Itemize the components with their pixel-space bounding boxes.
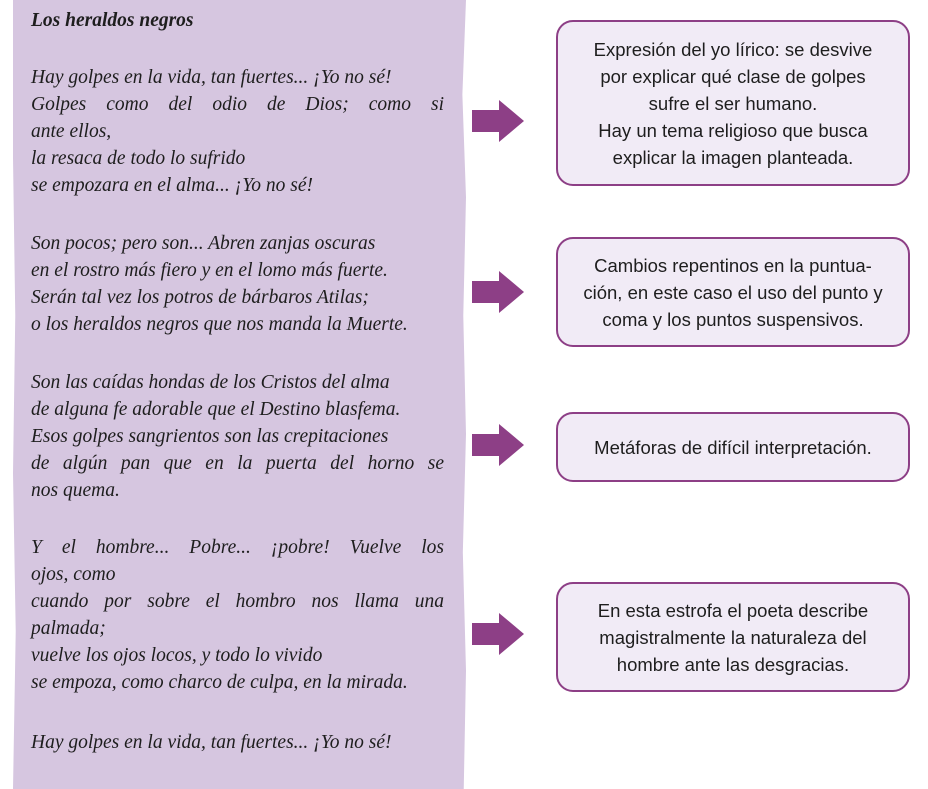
poem-line: nos quema. (31, 480, 120, 501)
arrow-right-icon (471, 270, 525, 314)
stanza-3 (31, 369, 444, 504)
note-line: magistralmente la naturaleza del (599, 626, 867, 648)
note-line: hombre ante las desgracias. (616, 653, 850, 675)
note-line: ción, en este caso el uso del punto y (583, 281, 883, 303)
note-line: Expresión del yo lírico: se desvive (593, 38, 873, 60)
note-box-4 (556, 582, 910, 692)
arrow-right-icon (471, 99, 525, 143)
stanza-2 (31, 230, 444, 338)
arrow-right-icon (471, 612, 525, 656)
stanza-1 (31, 64, 444, 199)
poem-line: Hay golpes en la vida, tan fuertes... ¡Yo no sé! (31, 732, 392, 753)
note-line: coma y los puntos suspensivos. (602, 308, 864, 330)
poem-line: Son las caídas hondas de los Cristos del alma (31, 372, 390, 393)
poem-line: o los heraldos negros que nos manda la Muerte. (31, 314, 408, 335)
stanza-5 (31, 729, 444, 756)
note-line: por explicar qué clase de golpes (600, 65, 866, 87)
poem-line: de alguna fe adorable que el Destino blasfema. (31, 399, 401, 420)
poem-line: la resaca de todo lo sufrido (31, 148, 246, 169)
note-line: Metáforas de difícil interpretación. (594, 436, 872, 458)
poem-line: palmada; (31, 618, 106, 639)
poem-title: Los heraldos negros (31, 10, 194, 31)
poem-line: ante ellos, (31, 121, 112, 142)
note-box-1 (556, 20, 910, 186)
note-box-3 (556, 412, 910, 482)
poem-line: en el rostro más fiero y en el lomo más fuerte. (31, 260, 388, 281)
poem-line: ojos, como (31, 564, 116, 585)
note-line: En esta estrofa el poeta describe (597, 599, 869, 621)
note-line: sufre el ser humano. (648, 92, 818, 114)
stanza-4 (31, 534, 444, 696)
note-line: Cambios repentinos en la puntua- (594, 254, 872, 276)
poem-line: vuelve los ojos locos, y todo lo vivido (31, 645, 323, 666)
poem-line: Serán tal vez los potros de bárbaros Atilas; (31, 287, 369, 308)
note-line: explicar la imagen planteada. (612, 146, 854, 168)
note-box-2 (556, 237, 910, 347)
poem-line: Esos golpes sangrientos son las crepitaciones (31, 426, 389, 447)
poem-line: Hay golpes en la vida, tan fuertes... ¡Yo no sé! (31, 67, 392, 88)
poem-line: de algún pan que en la puerta del horno se (31, 453, 444, 474)
poem-line: se empoza, como charco de culpa, en la mirada. (31, 672, 408, 693)
poem-line: se empozara en el alma... ¡Yo no sé! (31, 175, 314, 196)
poem-line: cuando por sobre el hombro nos llama una (31, 591, 444, 612)
note-line: Hay un tema religioso que busca (598, 119, 868, 141)
arrow-right-icon (471, 423, 525, 467)
poem-line: Golpes como del odio de Dios; como si (31, 94, 444, 115)
poem-line: Y el hombre... Pobre... ¡pobre! Vuelve los (31, 537, 444, 558)
poem-line: Son pocos; pero son... Abren zanjas oscuras (31, 233, 376, 254)
